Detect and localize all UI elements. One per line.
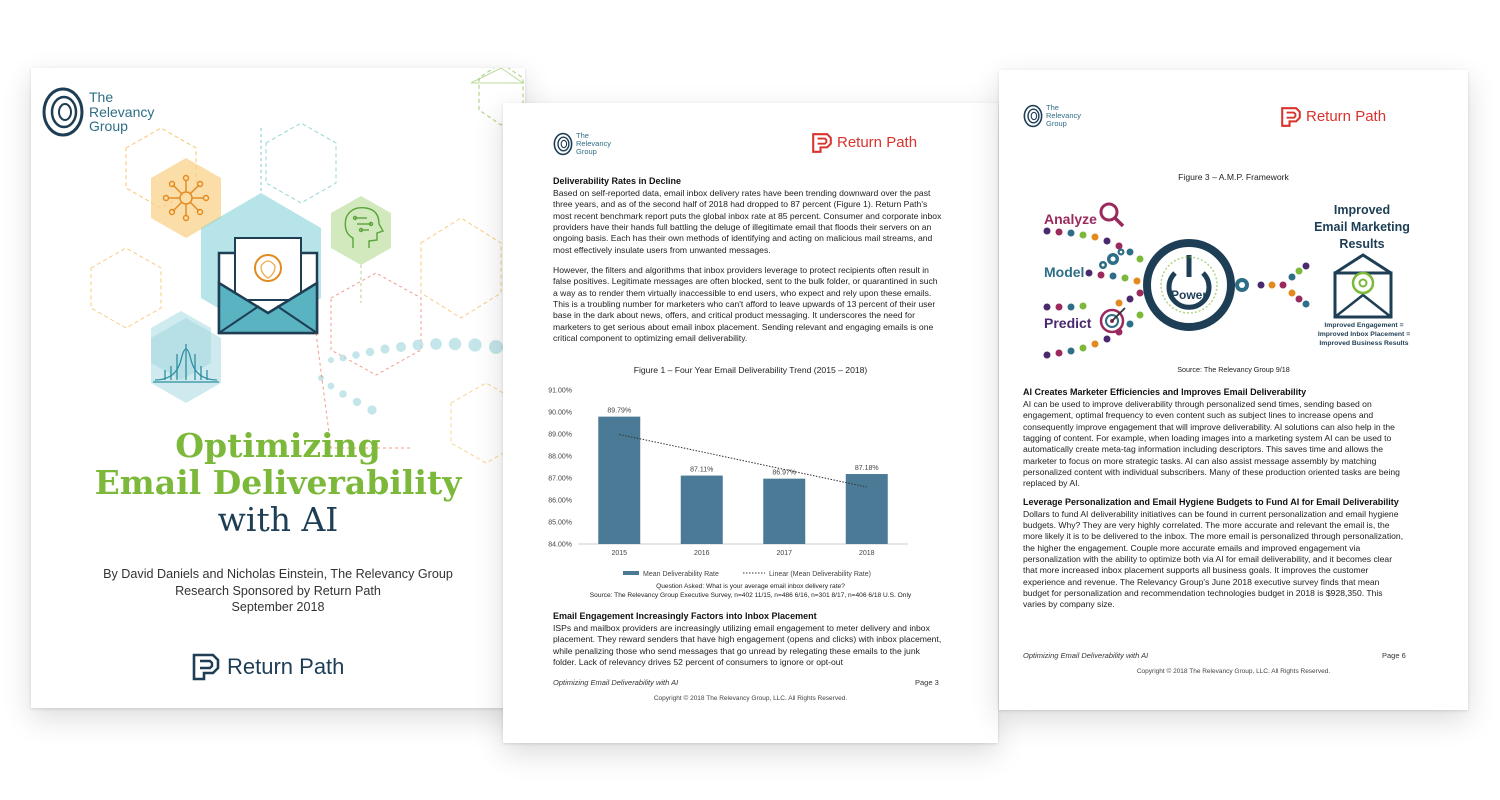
email-result-icon <box>1335 255 1391 317</box>
survey-question: Question Asked: What is your average email inbox delivery rate? <box>656 583 845 590</box>
return-path-logo <box>811 132 917 154</box>
data-label: 87.11% <box>690 466 714 474</box>
deliverability-chart <box>503 378 998 598</box>
y-tick-label: 87.00% <box>548 475 572 483</box>
legend-label-trend: Linear (Mean Deliverability Rate) <box>769 571 871 578</box>
y-tick-label: 88.00% <box>548 453 572 461</box>
logo-line: The <box>89 88 114 105</box>
amp-equation-line: Improved Inbox Placement = <box>1317 331 1411 339</box>
amp-equation <box>1299 321 1429 349</box>
footer-copyright: Copyright © 2018 The Relevancy Group, LLC. All Rights Reserved. <box>1136 668 1331 675</box>
logo-line: Group <box>1046 118 1067 128</box>
power-icon <box>1147 243 1231 327</box>
data-label: 89.79% <box>607 407 632 415</box>
trend-line <box>619 434 867 487</box>
return-path-wordmark: Return Path <box>837 134 918 152</box>
figure-source: Source: The Relevancy Group 9/18 <box>1177 365 1290 374</box>
amp-equation-line: Improved Business Results <box>1319 340 1409 348</box>
figure-title: Figure 1 – Four Year Email Deliverability Trend (2015 – 2018) <box>633 365 868 375</box>
byline-authors: By David Daniels and Nicholas Einstein, The Relevancy Group <box>103 567 453 581</box>
y-tick-label: 84.00% <box>548 541 572 549</box>
amp-equation-line: Improved Engagement = <box>1324 322 1404 329</box>
cover-page <box>31 68 525 708</box>
cover-byline <box>31 566 525 616</box>
logo-line: Group <box>89 118 128 135</box>
byline-sponsor: Research Sponsored by Return Path <box>175 583 381 598</box>
x-tick-label: 2018 <box>858 550 875 557</box>
footer-copyright: Copyright © 2018 The Relevancy Group, LLC. All Rights Reserved. <box>653 695 848 702</box>
footer-page-number: Page 6 <box>1382 651 1406 660</box>
x-tick-label: 2017 <box>776 550 793 557</box>
logo-line: Group <box>576 146 597 156</box>
y-tick-label: 90.00% <box>548 409 572 417</box>
paragraph: Dollars to fund AI deliverability initiatives can be found in current personalization and email hygiene budgets. Why? They are very highly correlated. The more accurate and relevant the email is, the more likely it is to be delivered to the inbox. The more email is personalized through personalization, the higher the engagement. Couple more accurate emails and improved engagement via personalization with the ability to optimize both via AI for email deliverability, and it becomes clear that more increased inbox placement supports all business goals. It improves the customer experience and revenue. The Relevancy Group's June 2018 executive survey finds that mean budget for personalization and recommendation technologies budget in 2018 is $928,350. This varies by company size. <box>1023 508 1404 610</box>
report-page-3 <box>503 103 998 743</box>
y-tick-label: 91.00% <box>548 387 572 395</box>
logo-line: Relevancy <box>1046 111 1082 121</box>
y-tick-label: 89.00% <box>548 431 572 439</box>
envelope-icon <box>219 238 317 333</box>
x-tick-label: 2016 <box>693 550 710 557</box>
amp-label-power: Power <box>1170 288 1207 302</box>
paragraph: However, the filters and algorithms that inbox providers leverage to protect recipients often result in false positives. Legitimate messages are often blocked, sent to the bulk folder, or quarantined in such a way as to render them virtually inaccessible to end users, who expect and rely upon these emails. This is a troubling number for marketers who can't afford to leave upwards of 13 percent of their user base in the dark about news, offers, and critical product messaging. It underscores the need for marketers to get serious about email inbox placement. Sending relevant and engaging emails is one critical component to optimizing email deliverability. <box>553 264 938 343</box>
relevancy-group-logo <box>1023 103 1081 129</box>
paragraph: ISPs and mailbox providers are increasingly utilizing email engagement to meter delivery and inbox placement. They reward senders that have high engagement (opens and clicks) with inbox placement, while penalizing those who send messages that go unread by relegating these emails to the junk folder. Lack of relevancy drives 52 percent of consumers to ignore or opt-out <box>553 622 942 667</box>
relevancy-group-logo <box>553 131 611 157</box>
relevancy-group-swirl-icon <box>1023 103 1043 129</box>
footer-page-number: Page 3 <box>915 678 939 687</box>
paragraph: AI can be used to improve deliverability through personalized send times, sending based on engagement, optimal frequency to even content such as subject lines to increase opens and consequently improve engagement that will improve deliverability. AI solutions can also help in the tagging of content. For example, when loading images into a marketing system AI can be used to automatically create meta-tag information including descriptors. This saves time and allows the marketer to focus on more strategic tasks. AI can also assist message assembly by matching personalized content with individual subscribers. Many of these production oriented tasks are being replaced by AI. <box>1023 398 1400 489</box>
footer-title: Optimizing Email Deliverability with AI <box>553 678 679 687</box>
relevancy-group-swirl-icon <box>553 131 573 157</box>
return-path-mark-icon <box>191 652 221 682</box>
amp-label-predict: Predict <box>1044 315 1092 331</box>
section-heading: AI Creates Marketer Efficiencies and Improves Email Deliverability <box>1023 387 1307 397</box>
page3-body-2 <box>553 611 943 668</box>
data-label: 87.18% <box>854 465 879 473</box>
amp-result-line: Email Marketing <box>1314 219 1410 234</box>
return-path-wordmark: Return Path <box>1306 108 1387 126</box>
amp-label-analyze: Analyze <box>1044 211 1097 227</box>
cover-title <box>31 428 525 539</box>
y-tick-label: 86.00% <box>548 497 572 505</box>
bar <box>846 474 888 544</box>
brain-icon-core <box>1239 282 1245 288</box>
logo-line: Relevancy <box>576 139 612 149</box>
footer-title: Optimizing Email Deliverability with AI <box>1023 651 1149 660</box>
legend-swatch-bar <box>623 571 639 575</box>
target-icon <box>1101 308 1125 332</box>
gears-icon <box>1099 249 1125 270</box>
title-line: Optimizing <box>175 426 381 465</box>
survey-source: Source: The Relevancy Group Executive Survey, n=402 11/15, n=486 6/16, n=301 8/17, n=406 6/18 U.S. Only <box>589 591 912 599</box>
magnifier-icon <box>1101 204 1123 226</box>
report-page-6 <box>999 70 1468 710</box>
amp-result-title <box>1299 202 1425 253</box>
x-tick-label: 2015 <box>611 550 628 557</box>
section-heading: Deliverability Rates in Decline <box>553 176 682 186</box>
return-path-logo <box>191 652 344 682</box>
legend-label-bar: Mean Deliverability Rate <box>643 571 719 578</box>
y-tick-label: 85.00% <box>548 519 572 527</box>
logo-line: The <box>576 131 589 141</box>
figure-notes <box>503 583 998 601</box>
title-line: with AI <box>217 499 339 539</box>
paragraph: Based on self-reported data, email inbox delivery rates have been trending downward over the past three years, and as of the second half of 2018 had dropped to 87 percent (Figure 1). Return Path's most recent benchmark report puts the global inbox rate at 85 percent. Consumer and corporate inbox providers have their hands full battling the deluge of illegitimate email that floods their servers on an ongoing basis. Each has their own methods of identifying and acting on malicious mail streams, and most effectively insulate users from unwanted messages. <box>553 187 942 255</box>
figure-title: Figure 3 – A.M.P. Framework <box>1178 172 1289 182</box>
bar <box>598 417 640 544</box>
return-path-mark-icon <box>811 132 833 154</box>
amp-result-line: Results <box>1339 236 1385 251</box>
bar <box>763 479 805 544</box>
return-path-wordmark: Return Path <box>227 654 345 679</box>
bar <box>681 476 723 544</box>
page6-body <box>1023 387 1407 611</box>
logo-line: Relevancy <box>89 103 155 120</box>
section-heading: Leverage Personalization and Email Hygiene Budgets to Fund AI for Email Deliverability <box>1023 496 1399 507</box>
byline-date: September 2018 <box>231 600 325 615</box>
section-heading: Email Engagement Increasingly Factors into Inbox Placement <box>553 611 817 621</box>
return-path-logo <box>1280 106 1386 128</box>
data-label: 86.97% <box>772 469 797 477</box>
page3-body <box>553 176 943 344</box>
logo-line: The <box>1046 103 1059 113</box>
amp-label-model: Model <box>1044 264 1085 280</box>
amp-result-line: Improved <box>1333 203 1391 217</box>
return-path-mark-icon <box>1280 106 1302 128</box>
title-line: Email Deliverability <box>94 462 462 502</box>
